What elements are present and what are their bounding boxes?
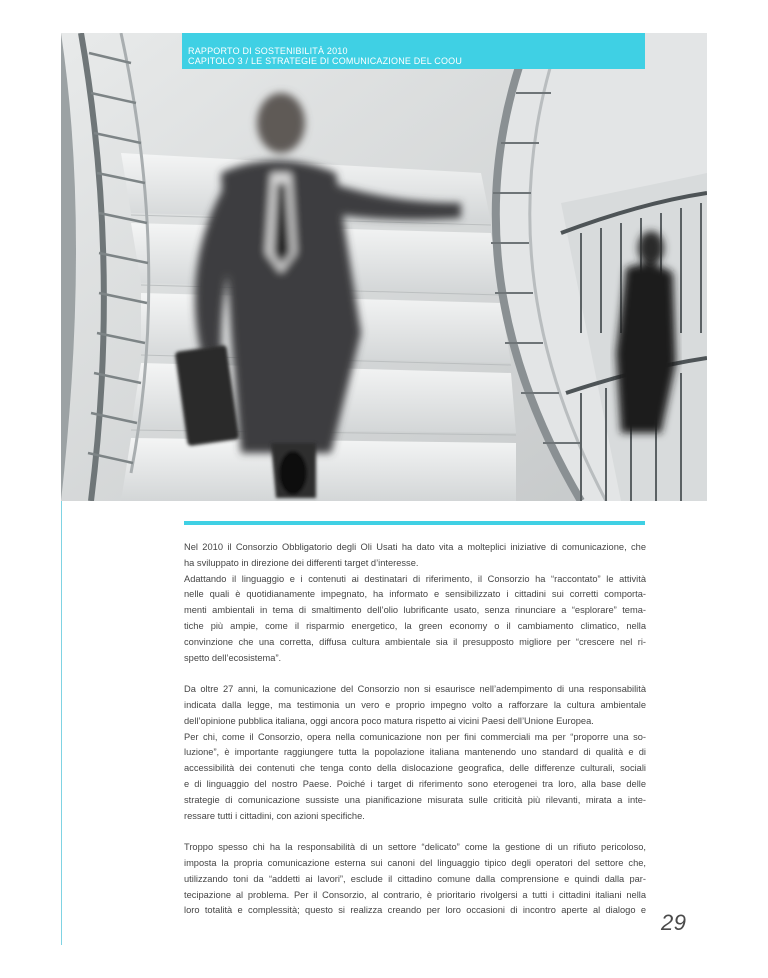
text-line: ressare tutti i cittadini, con azioni specifiche. bbox=[184, 810, 365, 821]
text-line: Per chi, come il Consorzio, opera nella comunicazione non per fini commerciali ma per “proporre una so- bbox=[184, 731, 646, 742]
report-title: RAPPORTO DI SOSTENIBILITÀ 2010 bbox=[188, 46, 348, 56]
text-line: luzione”, è importante raggiungere tutta la popolazione italiana mantenendo uno standard di qualità e di bbox=[184, 747, 646, 758]
page-number: 29 bbox=[661, 910, 687, 935]
text-line: spetto dell’ecosistema”. bbox=[184, 652, 282, 663]
text-line: tecipazione al problema. Per il Consorzio, al contrario, è prioritario rivolgersi a tutti i cittadini italiani nella bbox=[184, 889, 646, 900]
staircase-photo bbox=[61, 33, 707, 501]
margin-line bbox=[61, 500, 62, 945]
text-line: convinzione che una corretta, diffusa cultura ambientale sia il presupposto migliore per “crescere nel ri- bbox=[184, 636, 646, 647]
text-line: tiche più ampie, come il risparmio energetico, la green economy o il cambiamento climatico, nella bbox=[184, 620, 646, 631]
section-rule bbox=[184, 521, 645, 525]
text-line: loro totalità e complessità; questo si realizza creando per loro occasioni di incontro aperte al dialogo e bbox=[184, 905, 646, 916]
text-line: Nel 2010 il Consorzio Obbligatorio degli Oli Usati ha dato vita a molteplici iniziative di comunicazione, che bbox=[184, 542, 646, 552]
text-line: Adattando il linguaggio e i contenuti ai destinatari di riferimento, il Consorzio ha “raccontato” le attività bbox=[184, 573, 646, 584]
text-line: dell’opinione pubblica italiana, oggi ancora poco matura rispetto ai vicini Paesi dell’Unione Europea. bbox=[184, 715, 594, 726]
text-line: indicata dalla legge, ma testimonia un vero e proprio impegno volto a rafforzare la cultura ambientale bbox=[184, 699, 646, 710]
header-band bbox=[182, 33, 645, 69]
text-line: Da oltre 27 anni, la comunicazione del Consorzio non si esaurisce nell’adempimento di una responsabilità bbox=[184, 684, 646, 695]
chapter-title: CAPITOLO 3 / LE STRATEGIE DI COMUNICAZIONE DEL COOU bbox=[188, 56, 463, 66]
text-line: strategie di comunicazione sussiste una pianificazione misurata sulle criticità più rilevanti, mirata a inte- bbox=[184, 794, 646, 805]
text-line: menti ambientali in tema di smaltimento dell’olio lubrificante usato, senza rinunciare a “esplorare” tema- bbox=[184, 605, 646, 616]
text-line: accessibilità dei contenuti che tenga conto della dislocazione geografica, delle differenze culturali, sociali bbox=[184, 763, 646, 774]
text-line: ha sviluppato in direzione dei differenti target d’interesse. bbox=[184, 557, 419, 568]
text-line: e di linguaggio del nostro Paese. Poiché i target di riferimento sono eterogenei tra loro, alla base delle bbox=[184, 778, 646, 789]
text-line: imposta la propria comunicazione esterna sui canoni del linguaggio tipico degli operatori del settore che, bbox=[184, 857, 646, 868]
text-line: Troppo spesso chi ha la responsabilità di un settore “delicato” come la gestione di un rifiuto pericoloso, bbox=[184, 842, 646, 853]
body-text bbox=[184, 540, 646, 919]
text-line: nelle quali è quotidianamente impegnato, ha informato e sensibilizzato i cittadini sui corretti comporta- bbox=[184, 589, 646, 600]
text-line: utilizzando toni da “addetti ai lavori”, esclude il cittadino comune dalla comprensione e quindi dalla par- bbox=[184, 873, 646, 884]
